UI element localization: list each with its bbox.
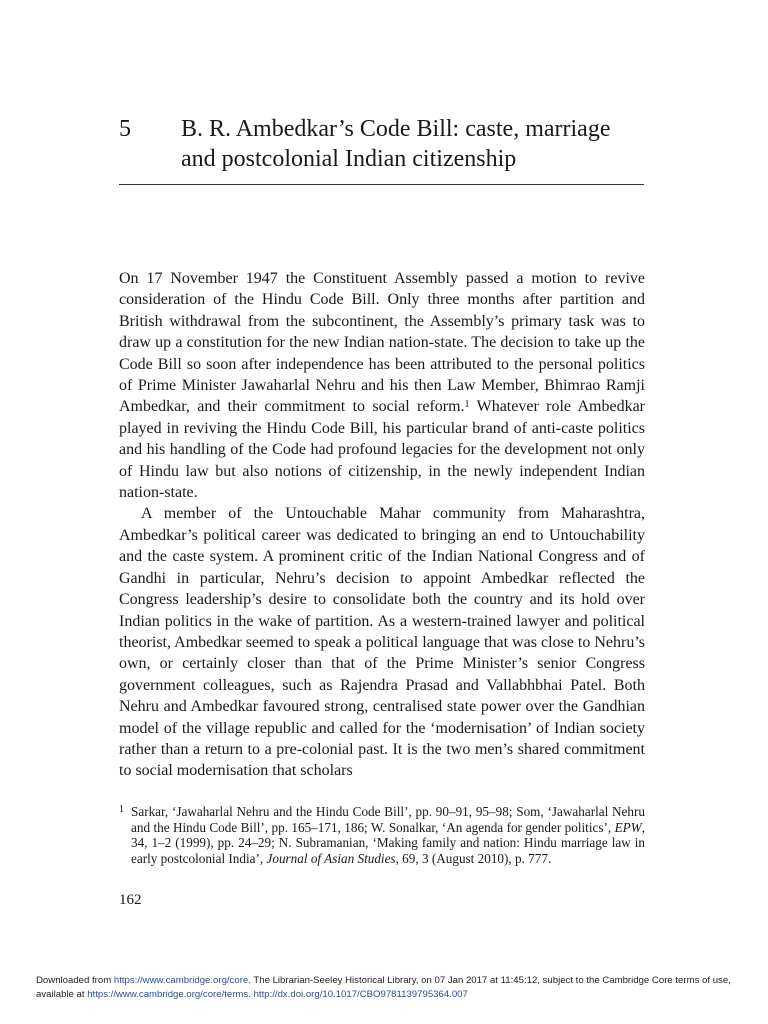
footnote [119,804,645,866]
download-notice [36,974,756,1001]
page-number: 162 [119,892,142,908]
doi-link[interactable]: http://dx.doi.org/10.1017/CBO9781139795364.007 [253,988,468,1000]
footnote-text [131,804,645,866]
download-notice-separator: . [248,988,254,1000]
title-divider [119,184,644,185]
download-notice-middle: . The Librarian-Seeley Historical Library, on 07 Jan 2017 at 11:45:12, subject to the Cambridge Core terms of use, available at [36,975,731,1000]
paragraph-1-part-b: Whatever role Ambedkar played in reviving the Hindu Code Bill, his particular brand of anti-caste politics and his handling of the Code had profound legacies for the development not only of Hindu law but also notions of citizenship, in the newly independent Indian nation-state. [119,398,645,502]
paragraph-1 [119,268,645,503]
download-notice-prefix: Downloaded from [36,975,114,986]
footnote-journal-2: Journal of Asian Studies [266,850,396,866]
footnote-text-2: , 34, 1–2 (1999), pp. 24–29; N. Subramanian, ‘Making family and nation: Hindu marriage law in early postcolonial India’, [131,819,645,866]
paragraph-2: A member of the Untouchable Mahar community from Maharashtra, Ambedkar’s political career was dedicated to bringing an end to Untouchability and the caste system. A prominent critic of the Indian National Congress and of Gandhi in particular, Nehru’s decision to appoint Ambedkar reflected the Congress leadership’s desire to consolidate both the country and its hold over Indian politics in the wake of partition. As a western-trained lawyer and political theorist, Ambedkar seemed to speak a political language that was close to Nehru’s own, or certainly closer than that of the Prime Minister’s senior Congress government colleagues, such as Rajendra Prasad and Vallabhbhai Patel. Both Nehru and Ambedkar favoured strong, centralised state power over the Gandhian model of the village republic and called for the ‘modernisation’ of Indian society rather than a return to a pre-colonial past. It is the two men’s shared commitment to social modernisation that scholars [119,505,645,780]
paragraph-1-part-a: On 17 November 1947 the Constituent Assembly passed a motion to revive consideration of the Hindu Code Bill. Only three months after partition and British withdrawal from the subcontinent, the Assembly’s primary task was to draw up a constitution for the new Indian nation-state. The decision to take up the Code Bill so soon after independence has been attributed to the personal politics of Prime Minister Jawaharlal Nehru and his then Law Member, Bhimrao Ramji Ambedkar, and their commitment to social reform. [119,270,645,416]
footnote-text-1: Sarkar, ‘Jawaharlal Nehru and the Hindu Code Bill’, pp. 90–91, 95–98; Som, ‘Jawaharlal Nehru and the Hindu Code Bill’, pp. 165–171, 186; W. Sonalkar, ‘An agenda for gender politics’, [131,804,645,835]
chapter-number: 5 [119,116,131,142]
footnote-journal-1: EPW [614,819,642,835]
footnote-reference[interactable]: 1 [464,399,470,411]
footnote-mark: 1 [119,804,124,815]
terms-link[interactable]: https://www.cambridge.org/core/terms [87,988,249,1000]
chapter-title: B. R. Ambedkar’s Code Bill: caste, marriage and postcolonial Indian citizenship [181,116,611,172]
footnote-text-3: , 69, 3 (August 2010), p. 777. [395,850,552,866]
body-text [119,268,645,782]
cambridge-core-link[interactable]: https://www.cambridge.org/core [113,975,249,986]
